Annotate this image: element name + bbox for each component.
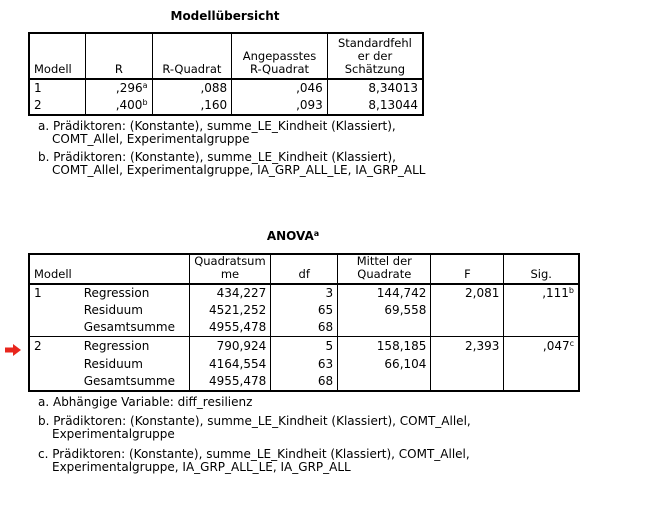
cell-modell <box>29 319 80 337</box>
table-row <box>29 284 579 302</box>
table-row <box>29 97 423 115</box>
table-row <box>29 337 579 356</box>
anova-note-c: c. Prädiktoren: (Konstante), summe_LE_Kindheit (Klassiert), COMT_Allel, Experimentalgruppe, IA_GRP_ALL_LE, IA_GRP_ALL <box>38 447 470 474</box>
header-qs-line2: me <box>220 267 240 281</box>
cell-angepasst: ,046 <box>232 79 328 97</box>
cell-f <box>431 302 504 319</box>
cell-label: Regression <box>80 337 189 356</box>
cell-df: 63 <box>271 356 338 373</box>
cell-qs: 4955,478 <box>189 373 271 391</box>
header-angepasstes <box>232 33 328 79</box>
cell-df: 68 <box>271 319 338 337</box>
cell-f <box>431 373 504 391</box>
header-angepasstes-line1: Angepasstes <box>242 49 317 63</box>
cell-r: ,400$^b$ <box>86 97 152 115</box>
cell-mq: 66,104 <box>338 356 431 373</box>
cell-df: 5 <box>271 337 338 356</box>
cell-mq: 144,742 <box>338 284 431 302</box>
header-qs-line1: Quadratsum <box>194 254 266 268</box>
cell-f: 2,393 <box>431 337 504 356</box>
cell-label: Residuum <box>83 356 143 371</box>
table-row <box>29 319 579 337</box>
cell-df: 3 <box>271 284 338 302</box>
cell-sig <box>504 302 579 319</box>
cell-angepasst: ,093 <box>232 97 328 115</box>
header-std-line1: Standardfehl <box>337 36 412 50</box>
cell-mq <box>338 319 431 337</box>
cell-f <box>431 319 504 337</box>
cell-r-quadrat: ,088 <box>152 79 232 97</box>
model-summary-table <box>28 32 424 116</box>
header-mq-line1: Mittel der <box>356 254 412 268</box>
cell-sig <box>504 373 579 391</box>
anova-note-b: b. Prädiktoren: (Konstante), summe_LE_Kindheit (Klassiert), COMT_Allel, Experimentalgruppe <box>38 414 471 441</box>
cell-mq: 158,185 <box>338 337 431 356</box>
cell-modell: 1 <box>34 286 42 300</box>
cell-modell: 2 <box>29 337 80 356</box>
cell-df: 68 <box>271 373 338 391</box>
cell-sig <box>504 356 579 373</box>
header-mq-line2: Quadrate <box>357 267 412 281</box>
table-row <box>29 373 579 391</box>
header-std-line2: er der <box>357 49 393 63</box>
header-standardfehler <box>327 33 423 79</box>
cell-qs: 434,227 <box>189 284 271 302</box>
cell-modell: 2 <box>34 98 42 112</box>
cell-qs: 4955,478 <box>189 319 271 337</box>
cell-label: Regression <box>83 286 150 300</box>
cell-qs: 4164,554 <box>189 356 271 373</box>
cell-sig: ,111$^b$ <box>504 284 579 302</box>
red-arrow-icon <box>5 344 21 356</box>
cell-sig: ,047$^c$ <box>504 337 579 356</box>
cell-modell <box>29 356 80 373</box>
cell-qs: 4521,252 <box>189 302 271 319</box>
cell-f: 2,081 <box>431 284 504 302</box>
header-quadratsumme <box>189 254 271 284</box>
model-summary-title: Modellübersicht <box>170 9 280 23</box>
cell-modell <box>29 373 80 391</box>
header-r-quadrat: R-Quadrat <box>152 33 232 79</box>
cell-r-quadrat: ,160 <box>152 97 232 115</box>
cell-label: Gesamtsumme <box>83 373 175 388</box>
header-r: R <box>86 33 152 79</box>
cell-qs: 790,924 <box>189 337 271 356</box>
cell-modell: 1 <box>34 81 42 95</box>
table-row <box>29 79 423 97</box>
table-row <box>29 302 579 319</box>
header-modell: Modell <box>34 62 72 76</box>
header-sig: Sig. <box>504 254 579 284</box>
model-summary-note-b: b. Prädiktoren: (Konstante), summe_LE_Kindheit (Klassiert), COMT_Allel, Experimentalgruppe, IA_GRP_ALL_LE, IA_GRP_ALL <box>38 150 426 177</box>
cell-r: ,296$^a$ <box>86 79 152 97</box>
cell-mq: 69,558 <box>338 302 431 319</box>
table-row <box>29 356 579 373</box>
cell-std-fehler: 8,34013 <box>327 79 423 97</box>
cell-f <box>431 356 504 373</box>
header-f: F <box>431 254 504 284</box>
header-angepasstes-line2: R-Quadrat <box>249 62 310 76</box>
cell-label: Residuum <box>83 303 143 317</box>
cell-label: Gesamtsumme <box>83 320 175 334</box>
header-modell: Modell <box>34 267 72 281</box>
cell-mq <box>338 373 431 391</box>
anova-table <box>28 253 580 392</box>
anova-note-a: a. Abhängige Variable: diff_resilienz <box>38 395 253 409</box>
cell-std-fehler: 8,13044 <box>327 97 423 115</box>
cell-modell <box>29 302 80 319</box>
cell-sig <box>504 319 579 337</box>
header-std-line3: Schätzung <box>344 62 406 76</box>
cell-df: 65 <box>271 302 338 319</box>
model-summary-note-a: a. Prädiktoren: (Konstante), summe_LE_Kindheit (Klassiert), COMT_Allel, Experimentalgruppe <box>38 119 396 146</box>
anova-title: ANOVA$^a$ <box>266 229 320 243</box>
header-mittel-quadrate <box>338 254 431 284</box>
header-df: df <box>271 254 338 284</box>
